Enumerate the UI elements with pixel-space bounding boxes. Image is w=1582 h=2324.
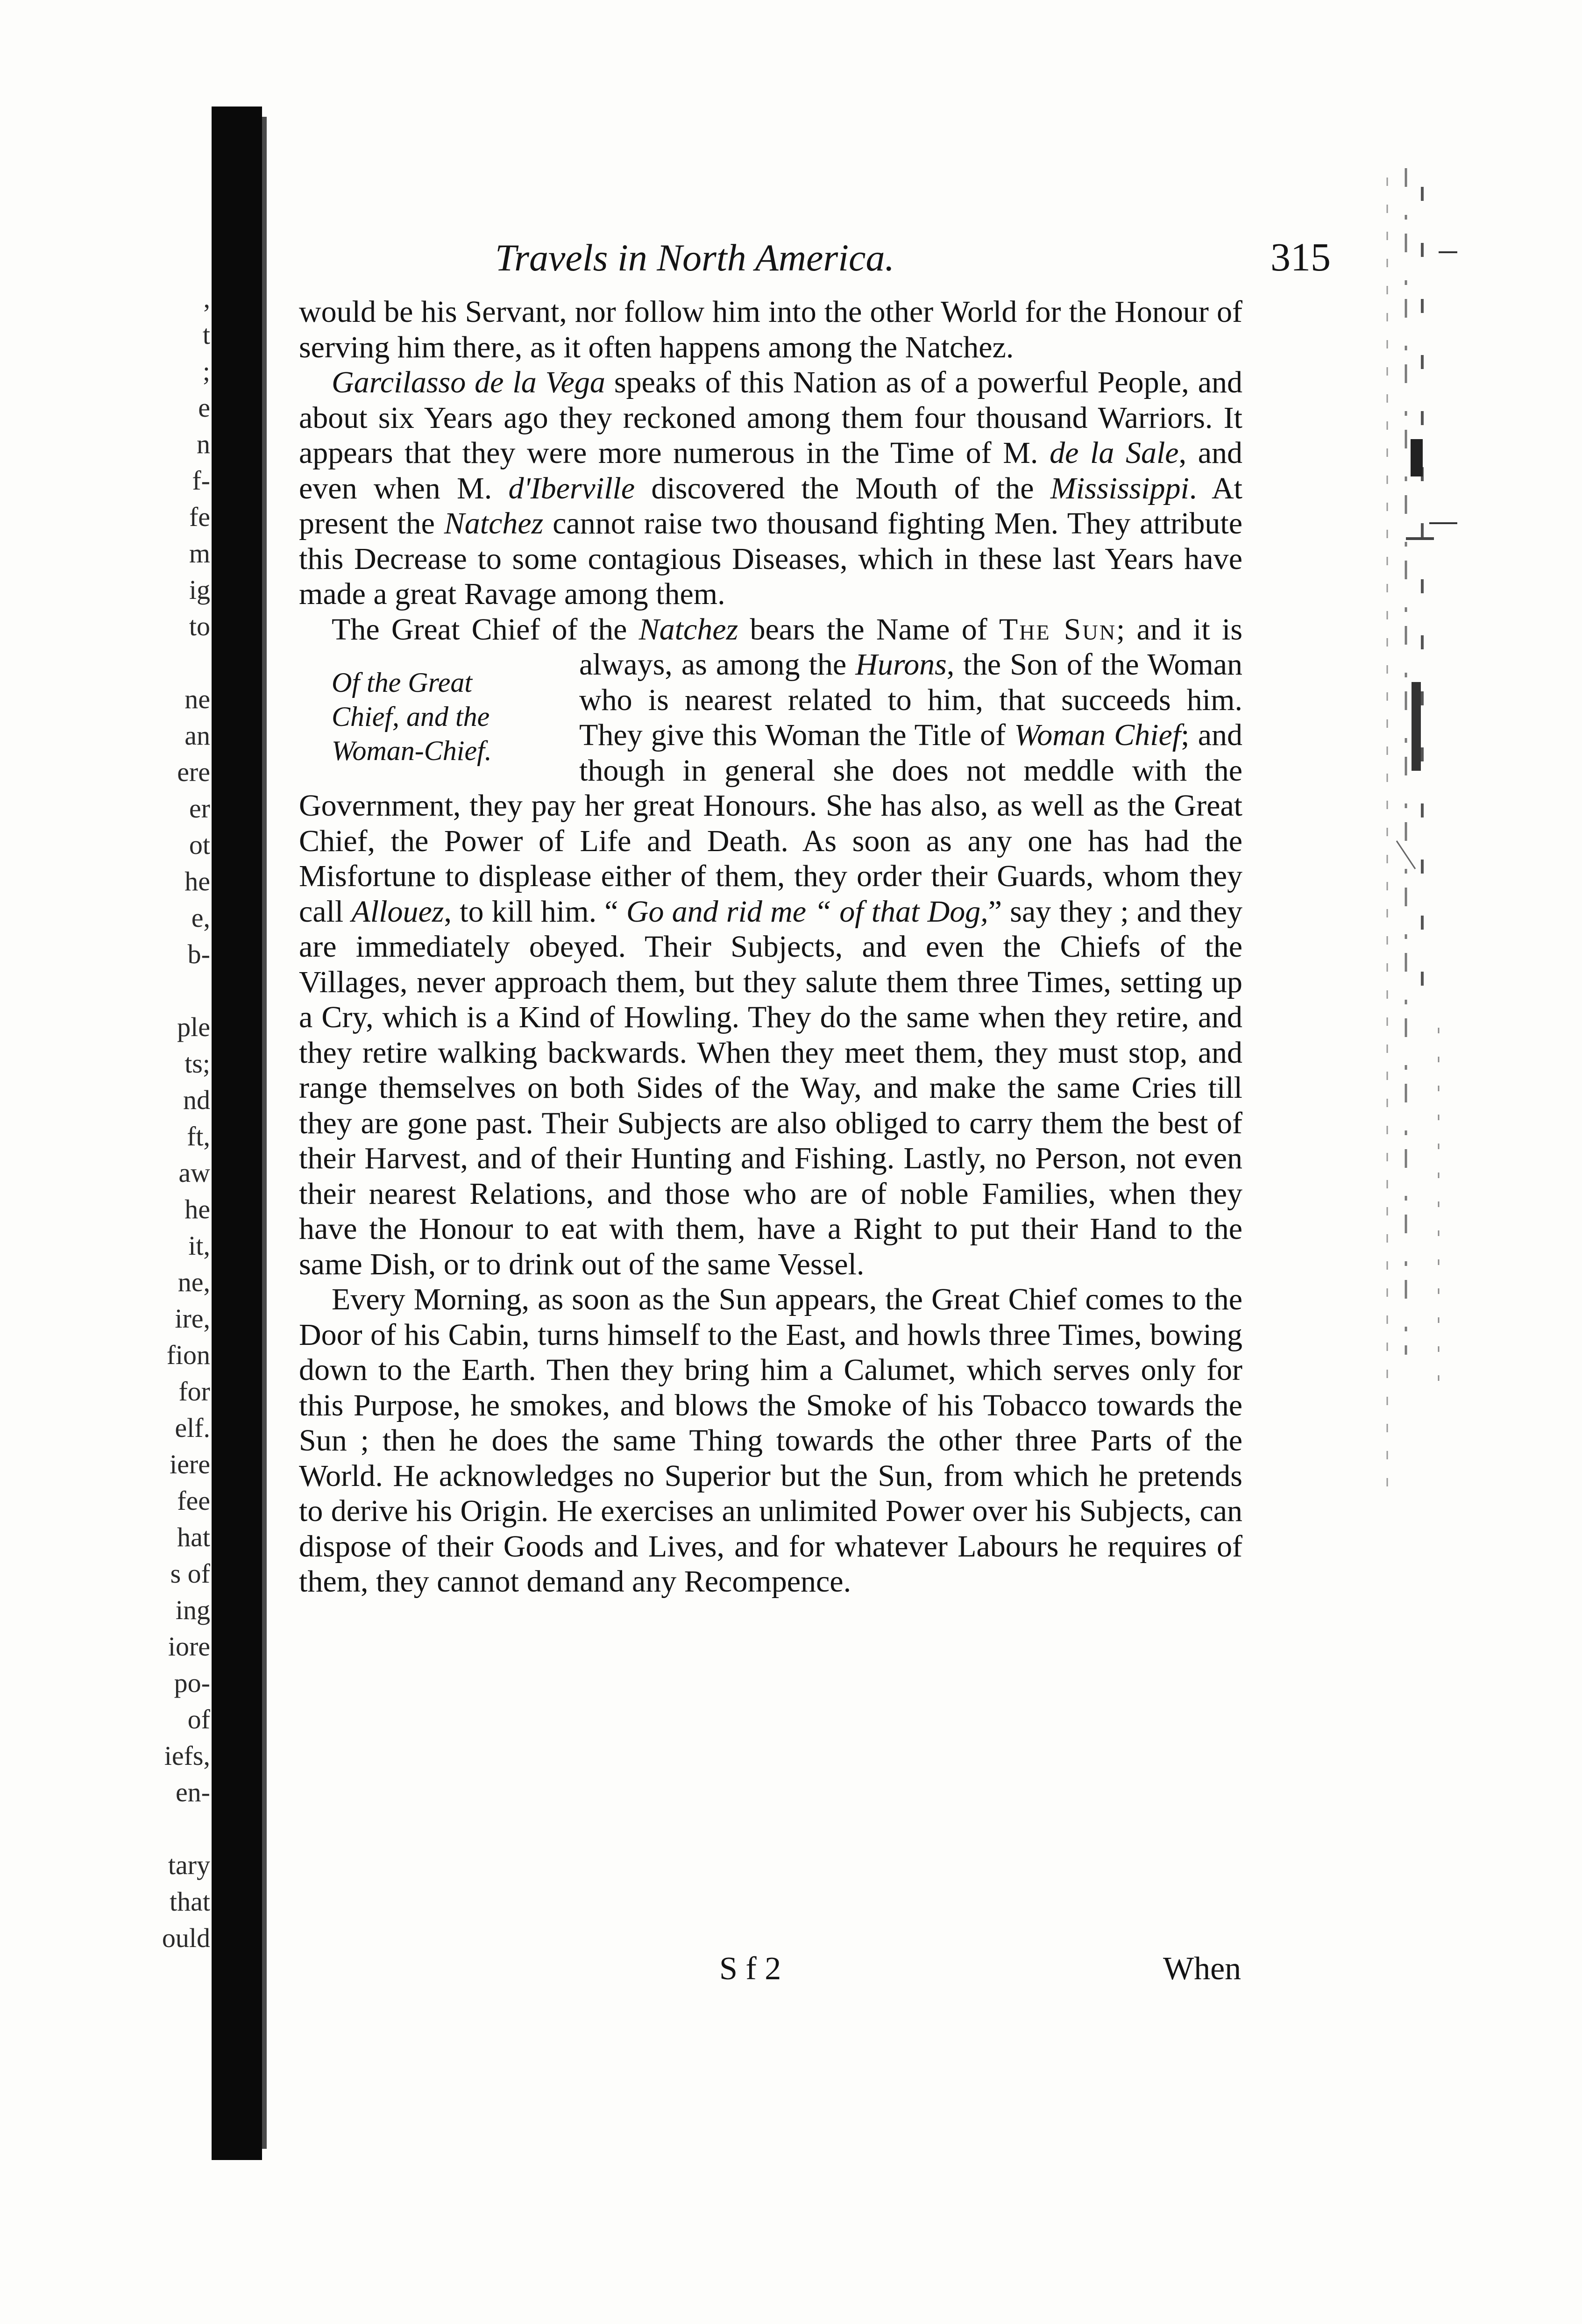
facing-page-fragment: s of: [170, 1558, 210, 1589]
facing-page-fragment: tary: [168, 1850, 210, 1880]
facing-page-fragment: fe: [189, 502, 210, 532]
facing-page-fragment: er: [189, 793, 210, 824]
facing-page-fragment: n: [197, 429, 210, 459]
facing-page-fragment: b-: [187, 939, 210, 969]
facing-page-fragment: ere: [177, 757, 210, 787]
facing-page-fragment: he: [184, 1194, 210, 1224]
margin-note-line: Of the Great: [332, 667, 473, 698]
facing-page-fragment: of: [187, 1704, 210, 1734]
margin-note-line: Chief, and the: [332, 701, 490, 732]
facing-page-fragment: ing: [175, 1595, 210, 1625]
facing-page-fragment: fee: [177, 1485, 210, 1516]
facing-page-fragment: ot: [189, 830, 210, 860]
main-text: [299, 294, 1242, 1599]
facing-page-fragment: f-: [192, 465, 210, 496]
gutter-shadow: [212, 107, 262, 2160]
facing-page-fragment: it,: [188, 1230, 210, 1261]
catchword: When: [1163, 1951, 1241, 1987]
facing-page-fragment: nd: [183, 1085, 210, 1115]
facing-page-fragment: iore: [168, 1631, 210, 1662]
facing-page-fragment: ig: [189, 575, 210, 605]
margin-note-line: Woman-Chief.: [332, 735, 492, 766]
paragraph-3: The Great Chief of the Natchez bears the Name of The Sun; and it is always, as among the Of the Great Chief, and the Woman-Chief. Hurons, the Son of the Woman who is nearest related to him, that succeeds him. They give this Woman the Title of Woman Chief; and though in general she does not meddle with the Government, they pay her great Honours. She has also, as well as the Great Chief, the Power of Life and Death. As soon as any one has had the Misfortune to displease either of them, they order their Guards, whom they call Allouez, to kill him. “ Go and rid me “ of that Dog,” say they ; and they are immediately obeyed. Their Subjects, and even the Chiefs of the Villages, never approach them, but they salute them three Times, setting up a Cry, which is a Kind of Howling. They do the same when they retire, and they retire walking backwards. When they meet them, they must stop, and range themselves on both Sides of the Way, and make the same Cries till they are gone past. Their Subjects are also obliged to carry them the best of their Harvest, and of their Hunting and Fishing. Lastly, no Person, not even their nearest Relations, and those who are of noble Families, when they have the Honour to eat with them, have a Right to put their Hand to the same Dish, or to drink out of the same Vessel.: [299, 612, 1243, 1281]
facing-page-fragment: iere: [170, 1449, 210, 1479]
facing-page-fragment: for: [178, 1376, 210, 1407]
facing-page-fragment: [84, 973, 210, 1009]
facing-page-fragment: aw: [178, 1158, 210, 1188]
facing-page-fragment: fion: [166, 1340, 210, 1370]
scan-edge-noise: [1378, 140, 1462, 1542]
facing-page-fragment: hat: [177, 1522, 210, 1552]
facing-page-fragment: m: [189, 538, 210, 569]
facing-page-fragment: elf.: [175, 1413, 210, 1443]
author-name: Garcilasso de la Vega: [332, 365, 605, 399]
facing-page-fragment: po-: [174, 1668, 210, 1698]
facing-page-fragment: ft,: [187, 1121, 210, 1151]
facing-page-fragment: [84, 1811, 210, 1847]
page-number: 315: [1270, 235, 1331, 279]
paragraph-4: Every Morning, as soon as the Sun appears, the Great Chief comes to the Door of his Cabin, turns himself to the East, and howls three Times, bowing down to the Earth. Then they bring him a Calumet, which serves only for this Purpose, he smokes, and blows the Smoke of his Tobacco towards the Sun ; then he does the same Thing towards the other three Parts of the World. He acknowledges no Superior but the Sun, from which he pretends to derive his Origin. He exercises an unlimited Power over his Subjects, can dispose of their Goods and Lives, and for whatever Labours he requires of them, they cannot demand any Recompence.: [299, 1282, 1242, 1599]
facing-page-fragment: ne: [184, 684, 210, 714]
facing-page-fragment: ire,: [175, 1303, 210, 1334]
running-title: Travels in North America.: [495, 236, 894, 279]
facing-page-fragment: ould: [162, 1923, 210, 1953]
facing-page-fragment: ,: [203, 283, 210, 313]
facing-page-fragment: ne,: [177, 1267, 210, 1297]
facing-page-fragment: iefs,: [164, 1741, 210, 1771]
margin-note: [299, 666, 565, 768]
facing-page-fragment: e,: [191, 903, 210, 933]
facing-page-fragment: ple: [177, 1012, 210, 1042]
facing-page-fragment: e: [198, 392, 210, 423]
facing-page-fragment: ts;: [184, 1048, 210, 1079]
facing-page-fragment: [84, 645, 210, 681]
facing-page-fragment: to: [189, 611, 210, 641]
facing-page-fragments: [84, 280, 210, 1956]
facing-page-fragment: t: [202, 320, 210, 350]
facing-page-fragment: en-: [175, 1777, 210, 1807]
gutter-shadow-edge: [262, 117, 267, 2149]
facing-page-fragment: that: [170, 1886, 210, 1917]
paragraph-2: Garcilasso de la Vega speaks of this Nation as of a powerful People, and about six Years ago they reckoned among them four thousand Warriors. It appears that they were more numerous in the Time of M. de la Sale, and even when M. d'Iberville discovered the Mouth of the Mississippi. At present the Natchez cannot raise two thousand fighting Men. They attribute this Decrease to some contagious Diseases, which in these last Years have made a great Ravage among them.: [299, 365, 1242, 611]
facing-page-fragment: he: [184, 866, 210, 896]
paragraph-1: would be his Servant, nor follow him into the other World for the Honour of serving him there, as it often happens among the Natchez.: [299, 295, 1242, 364]
signature-mark: S f 2: [719, 1951, 781, 1987]
facing-page-fragment: ;: [202, 356, 210, 386]
facing-page-fragment: an: [184, 720, 210, 751]
